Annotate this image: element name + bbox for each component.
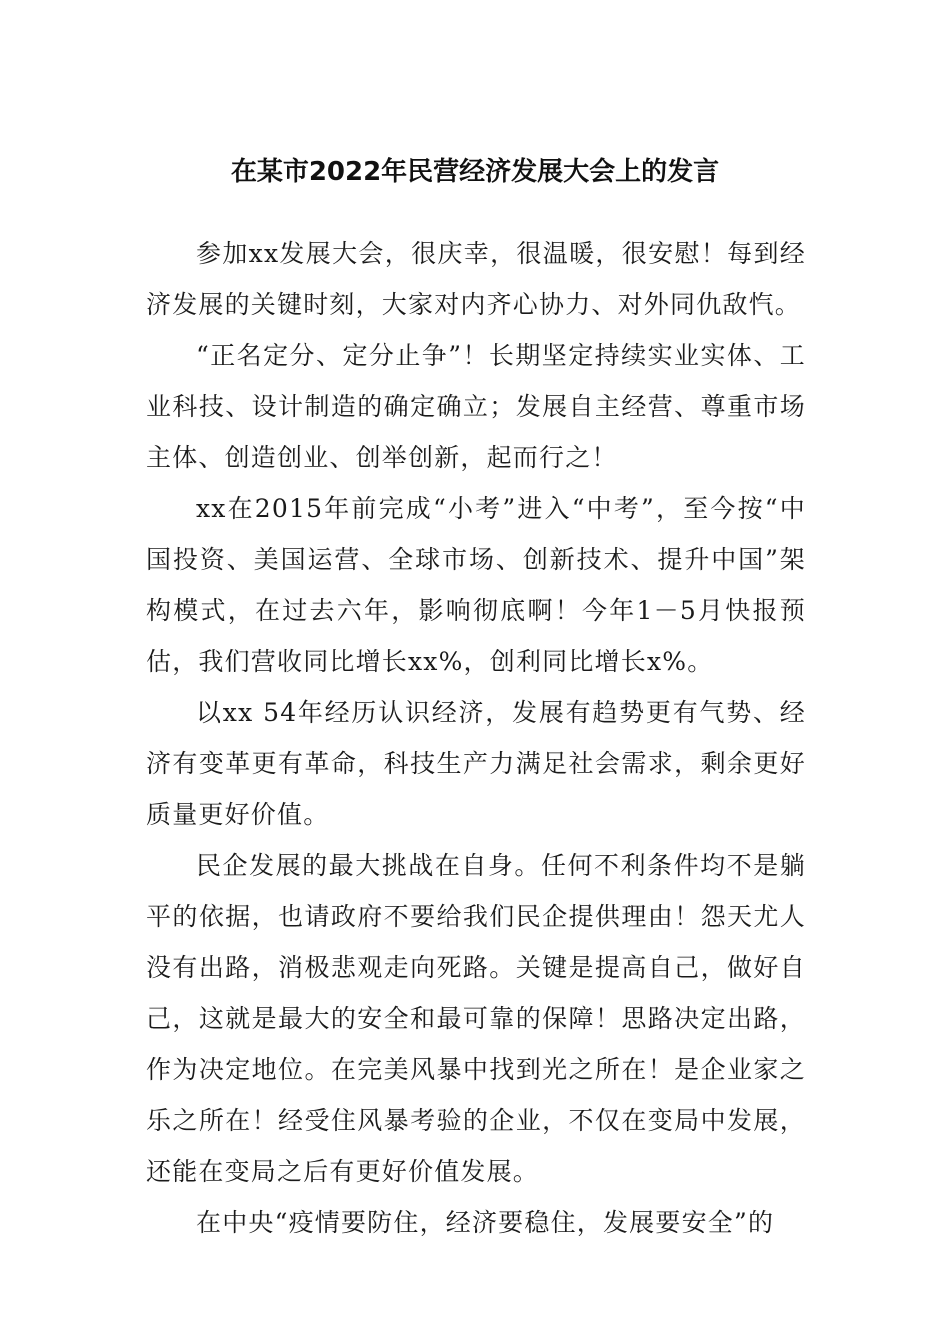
paragraph: 民企发展的最大挑战在自身。任何不利条件均不是躺平的依据，也请政府不要给我们民企提供理由！怨天尤人没有出路，消极悲观走向死路。关键是提高自己，做好自己，这就是最大的安全和最可靠的保障！思路决定出路，作为决定地位。在完美风暴中找到光之所在！是企业家之乐之所在！经受住风暴考验的企业，不仅在变局中发展，还能在变局之后有更好价值发展。 xyxy=(146,851,806,1186)
paragraph: “正名定分、定分止争”！长期坚定持续实业实体、工业科技、设计制造的确定确立；发展自主经营、尊重市场主体、创造创业、创举创新，起而行之！ xyxy=(146,341,806,472)
document-title: 在某市2022年民营经济发展大会上的发言 xyxy=(230,157,720,187)
paragraph: xx在2015年前完成“小考”进入“中考”，至今按“中国投资、美国运营、全球市场、创新技术、提升中国”架构模式，在过去六年，影响彻底啊！今年1－5月快报预估，我们营收同比增长xx%，创利同比增长x%。 xyxy=(146,494,806,676)
paragraph: 参加xx发展大会，很庆幸，很温暖，很安慰！每到经济发展的关键时刻，大家对内齐心协力、对外同仇敌忾。 xyxy=(146,239,806,319)
paragraph: 以xx 54年经历认识经济，发展有趋势更有气势、经济有变革更有革命，科技生产力满足社会需求，剩余更好质量更好价值。 xyxy=(146,698,806,829)
paragraph: 在中央“疫情要防住，经济要稳住，发展要安全”的 xyxy=(196,1208,775,1237)
document-body xyxy=(146,228,806,1248)
